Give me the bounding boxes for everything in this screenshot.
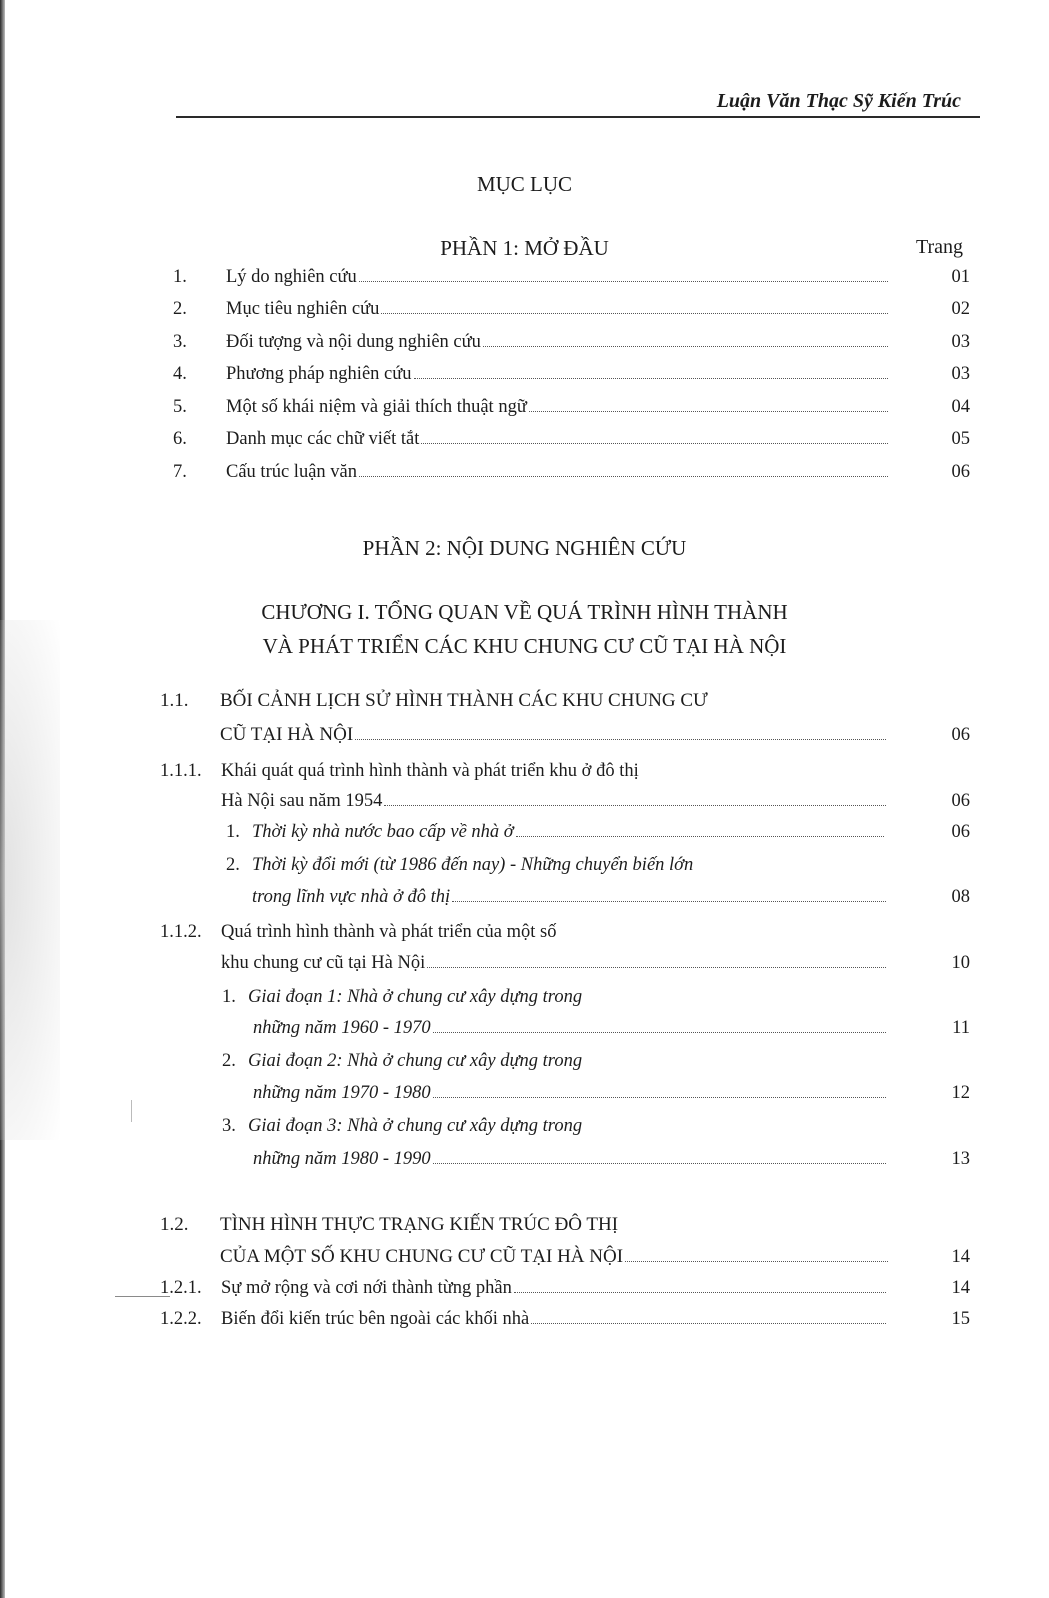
- toc-row-page: 05: [951, 429, 970, 449]
- toc-row-number: 6.: [173, 429, 187, 449]
- toc-row-page: 04: [951, 397, 970, 417]
- subitem-page: 06: [951, 822, 970, 842]
- toc-row-text: Đối tượng và nội dung nghiên cứu: [226, 332, 481, 352]
- dot-leader: [452, 901, 886, 902]
- dot-leader: [433, 1163, 886, 1164]
- section-title-line1: Khái quát quá trình hình thành và phát triển khu ở đô thị: [221, 761, 639, 781]
- dot-leader: [531, 1323, 886, 1324]
- toc-row-number: 2.: [173, 299, 187, 319]
- subitem-page: 08: [951, 887, 970, 907]
- subitem-number: 1.: [222, 987, 236, 1007]
- section-page: 15: [951, 1309, 970, 1329]
- toc-row-number: 7.: [173, 462, 187, 482]
- section-page: 14: [951, 1278, 970, 1298]
- dot-leader: [381, 313, 888, 314]
- section-number: 1.2.1.: [160, 1278, 202, 1298]
- toc-row[interactable]: [0, 426, 1049, 452]
- subitem-text: Thời kỳ nhà nước bao cấp về nhà ở: [252, 822, 514, 842]
- dot-leader: [529, 411, 888, 412]
- subitem-text-line1: Thời kỳ đổi mới (từ 1986 đến nay) - Những chuyển biến lớn: [252, 855, 694, 875]
- subitem-number: 1.: [226, 822, 240, 842]
- header-rule: [176, 116, 980, 118]
- dot-leader: [433, 1097, 886, 1098]
- section-page: 06: [951, 791, 970, 811]
- toc-row[interactable]: [0, 394, 1049, 420]
- subitem-page: 12: [951, 1083, 970, 1103]
- subitem-text-line1: Giai đoạn 3: Nhà ở chung cư xây dựng trong: [248, 1116, 583, 1136]
- toc-row-text: Danh mục các chữ viết tắt: [226, 429, 420, 449]
- section-title: Sự mở rộng và cơi nới thành từng phần: [221, 1278, 512, 1298]
- toc-row[interactable]: [0, 329, 1049, 355]
- toc-row-number: 3.: [173, 332, 187, 352]
- toc-row-page: 01: [951, 267, 970, 287]
- dot-leader: [359, 476, 888, 477]
- dot-leader: [384, 805, 886, 806]
- section-title-line1: TÌNH HÌNH THỰC TRẠNG KIẾN TRÚC ĐÔ THỊ: [220, 1214, 619, 1235]
- dot-leader: [514, 1292, 886, 1293]
- subitem-text-line1: Giai đoạn 2: Nhà ở chung cư xây dựng trong: [248, 1051, 583, 1071]
- subitem-text-line2: trong lĩnh vực nhà ở đô thị: [252, 887, 451, 907]
- toc-row-number: 5.: [173, 397, 187, 417]
- subitem-text-line2: những năm 1970 - 1980: [253, 1083, 431, 1103]
- section-number: 1.1.: [160, 690, 189, 711]
- subitem-text-line1: Giai đoạn 1: Nhà ở chung cư xây dựng trong: [248, 987, 583, 1007]
- toc-row-page: 06: [951, 462, 970, 482]
- toc-row-text: Mục tiêu nghiên cứu: [226, 299, 380, 319]
- section-number: 1.1.1.: [160, 761, 202, 781]
- running-header: Luận Văn Thạc Sỹ Kiến Trúc: [716, 90, 961, 112]
- chapter-title-line1: CHƯƠNG I. TỔNG QUAN VỀ QUÁ TRÌNH HÌNH THÀNH: [261, 600, 788, 624]
- toc-row-text: Lý do nghiên cứu: [226, 267, 357, 287]
- part2-title: PHẦN 2: NỘI DUNG NGHIÊN CỨU: [362, 536, 687, 560]
- section-number: 1.2.: [160, 1214, 189, 1235]
- section-title-line1: Quá trình hình thành và phát triển của một số: [221, 922, 557, 942]
- scan-mark: [131, 1100, 132, 1122]
- dot-leader: [427, 967, 886, 968]
- section-title-line2: CỦA MỘT SỐ KHU CHUNG CƯ CŨ TẠI HÀ NỘI: [220, 1246, 624, 1267]
- toc-row-text: Một số khái niệm và giải thích thuật ngữ: [226, 397, 527, 417]
- dot-leader: [625, 1261, 888, 1262]
- subitem-text-line2: những năm 1960 - 1970: [253, 1018, 431, 1038]
- dot-leader: [433, 1032, 886, 1033]
- section-page: 06: [951, 725, 970, 745]
- subitem-number: 3.: [222, 1116, 236, 1136]
- toc-title: MỤC LỤC: [476, 172, 573, 196]
- toc-row-page: 02: [951, 299, 970, 319]
- section-page: 10: [951, 953, 970, 973]
- toc-row-text: Phương pháp nghiên cứu: [226, 364, 412, 384]
- dot-leader: [516, 836, 884, 837]
- toc-row-text: Cấu trúc luận văn: [226, 462, 357, 482]
- toc-row[interactable]: [0, 264, 1049, 290]
- subitem-page: 11: [952, 1018, 970, 1038]
- toc-row-page: 03: [951, 332, 970, 352]
- toc-row-page: 03: [951, 364, 970, 384]
- subitem-number: 2.: [222, 1051, 236, 1071]
- section-number: 1.2.2.: [160, 1309, 202, 1329]
- section-title-line2: Hà Nội sau năm 1954: [221, 791, 383, 811]
- section-title-line2: CŨ TẠI HÀ NỘI: [220, 724, 354, 745]
- dot-leader: [359, 281, 888, 282]
- dot-leader: [421, 443, 888, 444]
- toc-row-number: 4.: [173, 364, 187, 384]
- dot-leader: [414, 378, 888, 379]
- part1-title: PHẦN 1: MỞ ĐẦU: [440, 236, 609, 260]
- toc-row[interactable]: [0, 296, 1049, 322]
- subitem-page: 13: [951, 1149, 970, 1169]
- chapter-title-line2: VÀ PHÁT TRIỂN CÁC KHU CHUNG CƯ CŨ TẠI HÀ NỘI: [262, 634, 787, 658]
- toc-row[interactable]: [0, 361, 1049, 387]
- section-title: Biến đổi kiến trúc bên ngoài các khối nhà: [221, 1309, 530, 1329]
- toc-row-number: 1.: [173, 267, 187, 287]
- section-number: 1.1.2.: [160, 922, 202, 942]
- toc-row[interactable]: [0, 459, 1049, 485]
- page-column-label: Trang: [916, 236, 964, 258]
- dot-leader: [483, 346, 888, 347]
- subitem-text-line2: những năm 1980 - 1990: [253, 1149, 431, 1169]
- dot-leader: [355, 739, 886, 740]
- subitem-number: 2.: [226, 855, 240, 875]
- scan-smudge: [0, 620, 60, 1140]
- section-title-line2: khu chung cư cũ tại Hà Nội: [221, 953, 426, 973]
- section-page: 14: [951, 1247, 970, 1267]
- section-title-line1: BỐI CẢNH LỊCH SỬ HÌNH THÀNH CÁC KHU CHUNG CƯ: [220, 690, 708, 711]
